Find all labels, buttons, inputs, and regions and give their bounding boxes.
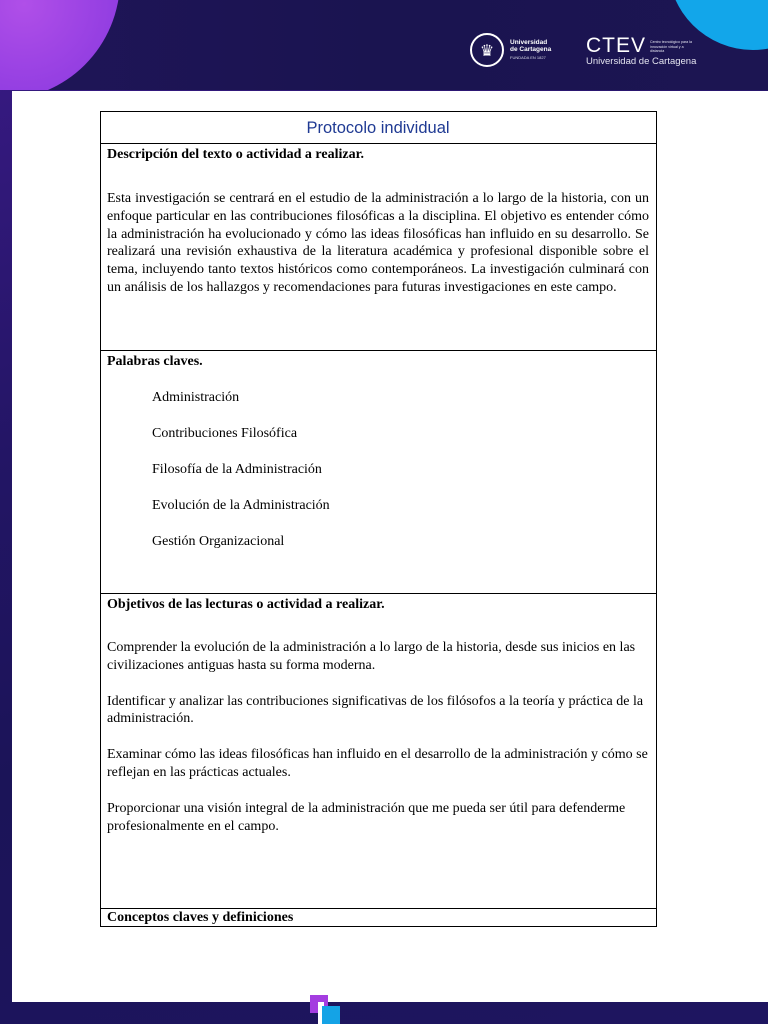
university-seal-icon: ♛: [470, 33, 504, 67]
keywords-list: [107, 389, 649, 550]
objectives-heading: Objetivos de las lecturas o actividad a realizar.: [107, 597, 385, 612]
university-name-line2: de Cartagena: [510, 46, 552, 53]
ctev-acronym: CTEV: [586, 34, 647, 57]
description-text: Esta investigación se centrará en el estudio de la administración a lo largo de la historia, con un enfoque particular en las contribuciones filosóficas a la disciplina. El objetivo es entender cómo la administración ha evolucionado y cómo las ideas filosóficas han influido en su desarrollo. Se realizará una revisión exhaustiva de la literatura académica y profesional disponible sobre el tema, incluyendo tanto textos históricos como contemporáneos. La investigación culminará con un análisis de los hallazgos y recomendaciones para futuras investigaciones en este campo.: [107, 191, 649, 295]
header-band: [0, 0, 768, 90]
description-section: [101, 143, 656, 350]
objective-item: Identificar y analizar las contribuciones significativas de los filósofos a la teoría y práctica de la administración.: [107, 693, 644, 727]
ctev-subtitle: Universidad de Cartagena: [586, 56, 697, 67]
keywords-section: [101, 350, 656, 593]
keyword-item: Filosofía de la Administración: [152, 462, 322, 477]
cyan-square-decoration: [322, 1006, 340, 1024]
objective-item: Proporcionar una visión integral de la administración que me pueda ser útil para defenderme profesionalmente en el campo.: [107, 800, 626, 834]
concepts-section: [101, 908, 656, 926]
university-name-line1: Universidad: [510, 39, 548, 46]
university-logo: [470, 30, 551, 70]
protocol-table: [100, 111, 657, 927]
keyword-item: Evolución de la Administración: [152, 498, 330, 513]
objectives-list: [107, 639, 649, 835]
concepts-heading: Conceptos claves y definiciones: [107, 910, 294, 925]
keyword-item: Administración: [152, 390, 240, 405]
protocol-title: Protocolo individual: [306, 119, 450, 137]
description-heading: Descripción del texto o actividad a realizar.: [107, 147, 365, 162]
ctev-tagline: Centro tecnológico para la innovación virtual y a distancia: [650, 40, 692, 53]
keyword-item: Contribuciones Filosófica: [152, 426, 298, 441]
purple-decorative-shape: [0, 0, 120, 90]
university-tagline: FUNDADA EN 1827: [510, 55, 546, 60]
objectives-section: [101, 593, 656, 908]
objective-item: Comprender la evolución de la administración a lo largo de la historia, desde sus inicios en las civilizaciones antiguas hasta su forma moderna.: [107, 640, 636, 673]
protocol-title-row: [101, 112, 656, 143]
keyword-item: Gestión Organizacional: [152, 534, 285, 549]
keywords-heading: Palabras claves.: [107, 354, 203, 369]
ctev-logo: [586, 36, 696, 67]
objective-item: Examinar cómo las ideas filosóficas han influido en el desarrollo de la administración y cómo se reflejan en las prácticas actuales.: [107, 747, 648, 780]
